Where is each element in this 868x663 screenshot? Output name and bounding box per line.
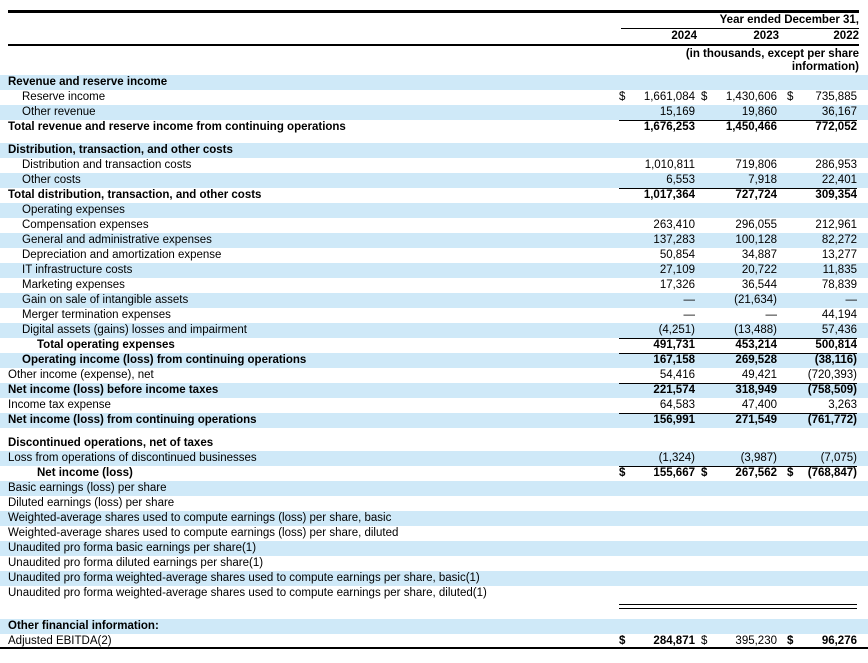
row-label: Unaudited pro forma basic earnings per share(1) [8,542,257,554]
value-cell [695,619,777,634]
value: 36,167 [821,106,857,118]
value: (3,987) [740,452,777,464]
value-cell [777,203,857,218]
value-cell [695,263,777,278]
row-label: Basic earnings (loss) per share [8,482,167,494]
value-cell [619,158,695,173]
value-cell [777,233,857,248]
value: 271,549 [735,414,777,426]
value-cell [777,511,857,526]
table-row [0,105,868,120]
top-rule [8,10,859,13]
table-row [0,263,868,278]
value-cell [619,323,695,339]
value-cell [619,218,695,233]
table-row [0,293,868,308]
value: (1,324) [658,452,695,464]
value-cell [777,556,857,571]
value-cell [777,120,857,135]
value-cell [695,451,777,467]
row-label: Net income (loss) [37,467,133,479]
row-label: Other income (expense), net [8,369,154,381]
value: 3,263 [828,399,857,411]
table-row [0,368,868,383]
value-cell [777,586,857,601]
value: 1,661,084 [643,91,695,103]
table-row [0,634,868,649]
value: (21,634) [734,294,777,306]
value-cell [777,188,857,203]
value: 36,544 [741,279,777,291]
value: 57,436 [821,324,857,336]
table-row [0,481,868,496]
value: 167,158 [653,354,695,366]
value: 309,354 [815,189,857,201]
row-label: Operating income (loss) from continuing operations [22,354,307,366]
value-cell [695,383,777,398]
value: 491,731 [653,339,695,351]
value-cell [777,496,857,511]
value: 78,839 [821,279,857,291]
row-label: Unaudited pro forma weighted-average shares used to compute earnings per share, diluted(1) [8,587,487,599]
row-label: Merger termination expenses [22,309,171,321]
row-label: IT infrastructure costs [22,264,133,276]
row-label: Weighted-average shares used to compute earnings (loss) per share, diluted [8,527,399,539]
value: (758,509) [807,384,857,396]
value: (13,488) [734,324,777,336]
table-row [0,158,868,173]
table-row [0,173,868,188]
header-period-row [8,14,859,29]
value: — [683,294,695,306]
row-label: Adjusted EBITDA(2) [8,635,112,647]
value-cell [619,511,695,526]
dollar-sign: $ [701,467,708,479]
dollar-sign: $ [619,635,626,647]
table-row [0,556,868,571]
value: 11,835 [822,264,857,276]
value-cell [695,105,777,121]
table-row [0,413,868,428]
table-row [0,586,868,601]
value-cell [777,526,857,541]
value: 49,421 [741,369,777,381]
value-cell [777,466,857,481]
dollar-sign: $ [619,91,626,103]
value: 156,991 [653,414,695,426]
row-label: Discontinued operations, net of taxes [8,437,214,449]
value: — [765,309,777,321]
value-cell [619,526,695,541]
value: 263,410 [653,219,695,231]
value: 269,528 [735,354,777,366]
year-column-2023: 2023 [753,30,779,42]
value-cell [695,541,777,556]
value: 1,010,811 [644,159,695,171]
year-column-2022: 2022 [833,30,859,42]
units-note: (in thousands, except per share information) [685,48,859,73]
value-cell [619,481,695,496]
value-cell [777,571,857,586]
dollar-sign: $ [787,635,794,647]
value-cell [695,481,777,496]
value-cell [619,383,695,398]
value-cell [695,120,777,135]
value-cell [619,556,695,571]
value-cell [619,308,695,323]
value-cell [777,619,857,634]
value-cell [777,634,857,649]
value-cell [619,120,695,135]
value: 82,272 [821,234,857,246]
value-cell [619,571,695,586]
value-cell [777,143,857,158]
dollar-sign: $ [701,91,708,103]
value-cell [777,173,857,189]
value: 1,017,364 [643,189,695,201]
row-label: Net income (loss) from continuing operations [8,414,257,426]
value: (7,075) [820,452,857,464]
row-label: Compensation expenses [22,219,149,231]
value: 772,052 [815,121,857,133]
dollar-sign: $ [701,635,708,647]
value: 286,953 [815,159,857,171]
value: 735,885 [815,91,857,103]
row-spacer [0,611,868,619]
value-cell [777,353,857,368]
value-cell [619,353,695,368]
value-cell [777,451,857,467]
units-note-row [8,48,859,73]
value-cell [777,338,857,354]
value: 1,430,606 [725,91,777,103]
value: 64,583 [659,399,695,411]
value: (38,116) [814,354,857,366]
value: 100,128 [735,234,777,246]
value-cell [695,143,777,158]
table-row [0,233,868,248]
row-label: Diluted earnings (loss) per share [8,497,175,509]
table-row [0,203,868,218]
value-cell [695,90,777,105]
value: 7,918 [748,174,777,186]
value: 34,887 [741,249,777,261]
table-row [0,466,868,481]
value-cell [777,413,857,428]
value: 267,562 [735,467,777,479]
row-spacer [0,428,868,436]
value-cell [777,218,857,233]
table-row [0,353,868,368]
value-cell [695,436,777,451]
row-label: General and administrative expenses [22,234,212,246]
value-cell [619,248,695,263]
value-cell [619,293,695,308]
dollar-sign: $ [787,467,794,479]
row-label: Distribution, transaction, and other costs [8,144,233,156]
table-row [0,308,868,323]
value-cell [619,143,695,158]
value-cell [619,634,695,649]
row-label: Operating expenses [22,204,125,216]
double-rule-row [0,601,868,611]
value-cell [695,173,777,189]
value: 13,277 [821,249,857,261]
row-spacer [0,135,868,143]
value-cell [777,541,857,556]
value: 137,283 [653,234,695,246]
table-row [0,451,868,466]
value-cell [695,203,777,218]
value: 15,169 [659,106,695,118]
value-cell [777,75,857,90]
table-row [0,120,868,135]
value-cell [619,466,695,481]
dollar-sign: $ [787,91,794,103]
value-cell [695,571,777,586]
value-cell [695,248,777,263]
value-cell [695,278,777,293]
value-cell [695,586,777,601]
value-cell [695,308,777,323]
value-cell [695,353,777,368]
value: 6,553 [666,174,695,186]
row-label: Other costs [22,174,81,186]
value-cell [619,436,695,451]
value-cell [695,233,777,248]
value: 719,806 [735,159,777,171]
header-spacer [8,29,621,44]
value-cell [777,308,857,323]
row-label: Total operating expenses [37,339,175,351]
row-label: Distribution and transaction costs [22,159,192,171]
row-label: Gain on sale of intangible assets [22,294,189,306]
table-row [0,338,868,353]
value-cell [695,158,777,173]
year-column-headers [8,29,859,46]
value-cell [619,203,695,218]
value: 22,401 [821,174,857,186]
table-row [0,511,868,526]
value: 19,860 [741,106,777,118]
value-cell [619,75,695,90]
value: 284,871 [653,635,695,647]
double-rule [695,604,777,609]
value-cell [777,293,857,308]
value: 44,194 [821,309,857,321]
value-cell [619,188,695,203]
table-row [0,278,868,293]
row-label: Reserve income [22,91,106,103]
value-cell [695,293,777,308]
table-row [0,496,868,511]
table-row [0,526,868,541]
value-cell [619,413,695,428]
value-cell [777,368,857,384]
value: (768,847) [807,467,857,479]
table-row [0,323,868,338]
row-label: Other financial information: [8,620,159,632]
value-cell [619,496,695,511]
table-row [0,188,868,203]
value-cell [777,90,857,105]
value-cell [695,413,777,428]
table-row [0,619,868,634]
value: (720,393) [807,369,857,381]
table-row [0,218,868,233]
value: 27,109 [659,264,695,276]
row-label: Total distribution, transaction, and other costs [8,189,262,201]
value-cell [777,323,857,339]
value: 20,722 [741,264,777,276]
value-cell [695,466,777,481]
value-cell [695,75,777,90]
year-column-2024: 2024 [671,30,697,42]
table-row [0,571,868,586]
value: (761,772) [807,414,857,426]
value-cell [619,619,695,634]
value-cell [619,368,695,384]
value-cell [619,90,695,105]
value-cell [777,158,857,173]
value-cell [695,496,777,511]
table-row [0,248,868,263]
value-cell [619,338,695,354]
value: 453,214 [735,339,777,351]
value-cell [777,278,857,293]
value-cell [695,323,777,339]
value: 395,230 [735,635,777,647]
value: 17,326 [659,279,695,291]
value: 296,055 [735,219,777,231]
row-label: Loss from operations of discontinued businesses [8,452,257,464]
value: 1,450,466 [725,121,777,133]
value-cell [695,218,777,233]
value-cell [619,263,695,278]
row-label: Total revenue and reserve income from continuing operations [8,121,346,133]
value-cell [619,278,695,293]
double-rule [777,604,857,609]
value-cell [695,556,777,571]
financial-statement [0,10,868,649]
value-cell [619,233,695,248]
value-cell [777,398,857,414]
value: 54,416 [659,369,695,381]
table-row [0,90,868,105]
income-statement-table [0,75,868,649]
table-row [0,398,868,413]
table-row [0,383,868,398]
row-label: Income tax expense [8,399,111,411]
value-cell [777,436,857,451]
row-label: Unaudited pro forma diluted earnings per share(1) [8,557,264,569]
value-cell [619,586,695,601]
value: 212,961 [815,219,857,231]
double-rule [619,604,695,609]
value: 155,667 [653,467,695,479]
value-cell [695,634,777,649]
value: 500,814 [815,339,857,351]
table-row [0,541,868,556]
value: 47,400 [741,399,777,411]
value-cell [695,511,777,526]
value-cell [695,368,777,384]
row-label: Revenue and reserve income [8,76,168,88]
value-cell [695,338,777,354]
value-cell [619,541,695,556]
row-label: Net income (loss) before income taxes [8,384,219,396]
value-cell [777,263,857,278]
value-cell [619,451,695,467]
table-row [0,143,868,158]
dollar-sign: $ [619,467,626,479]
value: 96,276 [821,635,857,647]
table-row [0,75,868,90]
value-cell [695,526,777,541]
row-label: Weighted-average shares used to compute earnings (loss) per share, basic [8,512,392,524]
value-cell [777,105,857,121]
row-label: Depreciation and amortization expense [22,249,222,261]
value: 50,854 [659,249,695,261]
value-cell [619,105,695,121]
value-cell [777,383,857,398]
row-label: Marketing expenses [22,279,125,291]
value: — [845,294,857,306]
value-cell [777,481,857,496]
value-cell [777,248,857,263]
row-label: Other revenue [22,106,96,118]
value: (4,251) [658,324,695,336]
value-cell [695,188,777,203]
value: 1,676,253 [643,121,695,133]
value-cell [619,398,695,414]
value: 221,574 [653,384,695,396]
table-row [0,436,868,451]
value-cell [695,398,777,414]
row-label: Unaudited pro forma weighted-average shares used to compute earnings per share, basic(1) [8,572,480,584]
value: 318,949 [735,384,777,396]
value: 727,724 [735,189,777,201]
value-cell [619,173,695,189]
value: — [683,309,695,321]
row-label: Digital assets (gains) losses and impairment [22,324,247,336]
period-header: Year ended December 31, [621,14,859,29]
